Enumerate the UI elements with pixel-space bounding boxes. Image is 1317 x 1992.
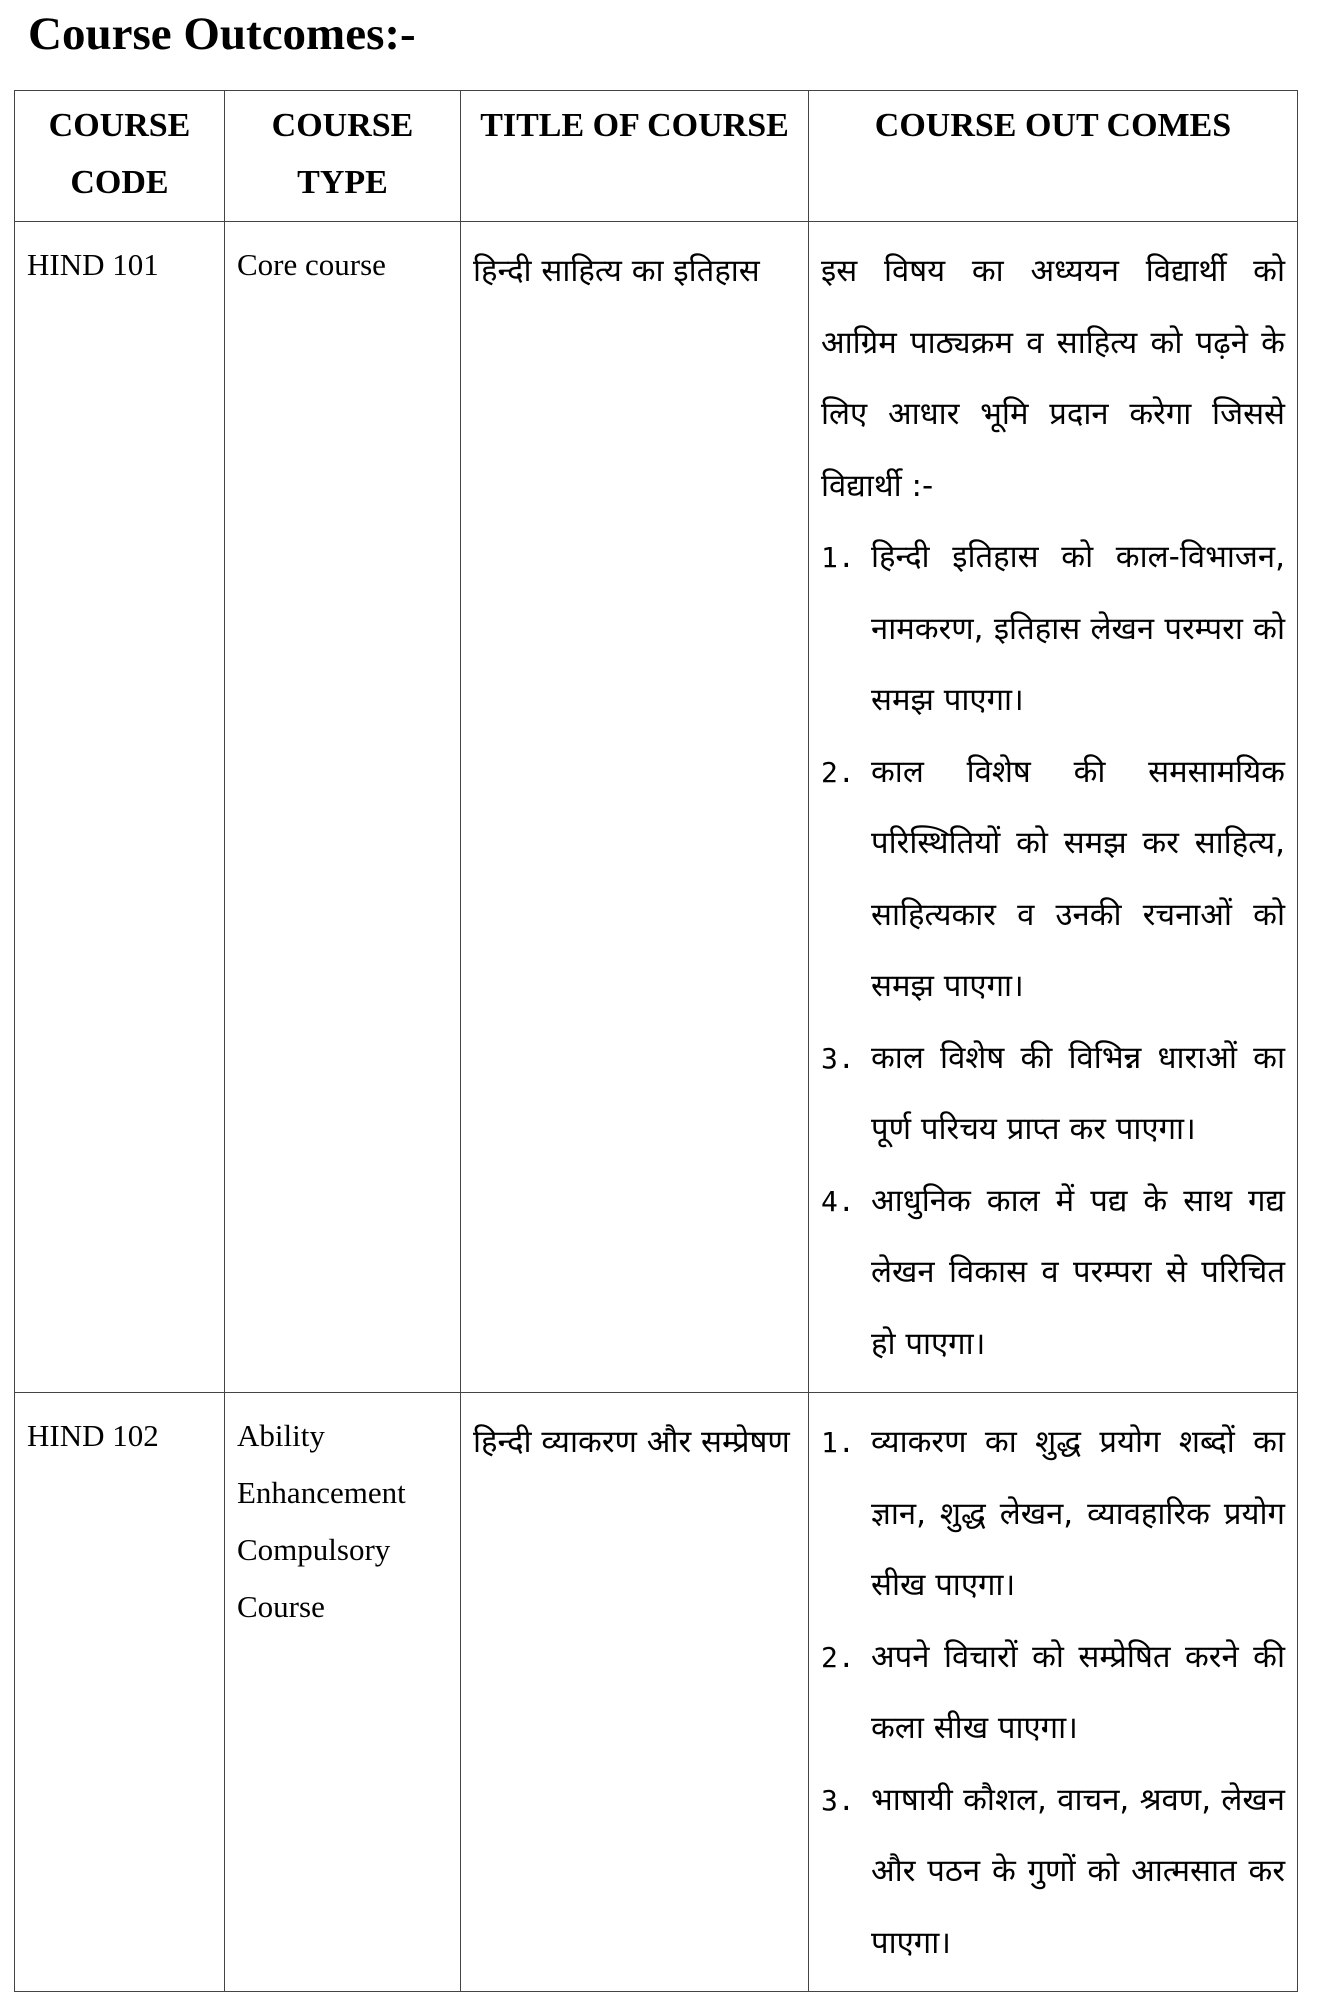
- outcome-text: अपने विचारों को सम्प्रेषित करने की कला सीख पाएगा।: [871, 1638, 1285, 1746]
- course-outcomes-cell: [809, 222, 1298, 1393]
- list-item: [821, 522, 1285, 737]
- header-course-code: COURSE CODE: [15, 91, 225, 222]
- header-title-of-course: TITLE OF COURSE: [461, 91, 809, 222]
- list-item: [821, 737, 1285, 1023]
- list-item: [821, 1407, 1285, 1622]
- outcome-number: 4.: [821, 1184, 855, 1218]
- course-type-cell: Ability Enhancement Compulsory Course: [225, 1393, 461, 1992]
- course-code-cell: HIND 102: [15, 1393, 225, 1992]
- outcome-number: 2.: [821, 1640, 855, 1674]
- outcome-text: व्याकरण का शुद्ध प्रयोग शब्दों का ज्ञान, शुद्ध लेखन, व्यावहारिक प्रयोग सीख पाएगा।: [871, 1424, 1285, 1603]
- page-title: Course Outcomes:-: [28, 8, 416, 60]
- list-item: [821, 1622, 1285, 1765]
- course-title-cell: हिन्दी साहित्य का इतिहास: [461, 222, 809, 1393]
- header-course-outcomes: COURSE OUT COMES: [809, 91, 1298, 222]
- outcome-number: 2.: [821, 755, 855, 789]
- outcomes-list: [821, 522, 1285, 1380]
- outcome-text: भाषायी कौशल, वाचन, श्रवण, लेखन और पठन के गुणों को आत्मसात कर पाएगा।: [871, 1781, 1285, 1961]
- outcome-number: 3.: [821, 1041, 855, 1075]
- table-row: [15, 1393, 1298, 1992]
- outcome-text: आधुनिक काल में पद्य के साथ गद्य लेखन विकास व परम्परा से परिचित हो पाएगा।: [871, 1182, 1285, 1362]
- course-title-cell: हिन्दी व्याकरण और सम्प्रेषण: [461, 1393, 809, 1992]
- outcome-number: 1.: [821, 1426, 855, 1459]
- course-outcomes-cell: [809, 1393, 1298, 1992]
- outcome-number: 3.: [821, 1783, 855, 1817]
- list-item: [821, 1765, 1285, 1980]
- course-outcomes-table: [14, 90, 1298, 1992]
- list-item: [821, 1023, 1285, 1166]
- outcomes-intro: इस विषय का अध्ययन विद्यार्थी को आग्रिम पाठ्यक्रम व साहित्य को पढ़ने के लिए आधार भूमि प्रदान करेगा जिससे विद्यार्थी :-: [821, 253, 1285, 504]
- table-header-row: [15, 91, 1298, 222]
- outcomes-list: [821, 1407, 1285, 1979]
- list-item: [821, 1166, 1285, 1381]
- header-course-type: COURSE TYPE: [225, 91, 461, 222]
- outcome-text: काल विशेष की विभिन्न धाराओं का पूर्ण परिचय प्राप्त कर पाएगा।: [871, 1039, 1285, 1147]
- outcome-number: 1.: [821, 541, 855, 574]
- outcome-text: काल विशेष की समसामयिक परिस्थितियों को समझ कर साहित्य, साहित्यकार व उनकी रचनाओं को समझ पाएगा।: [871, 753, 1285, 1004]
- course-type-cell: Core course: [225, 222, 461, 1393]
- table-row: [15, 222, 1298, 1393]
- outcome-text: हिन्दी इतिहास को काल-विभाजन, नामकरण, इतिहास लेखन परम्परा को समझ पाएगा।: [871, 539, 1285, 718]
- course-code-cell: HIND 101: [15, 222, 225, 1393]
